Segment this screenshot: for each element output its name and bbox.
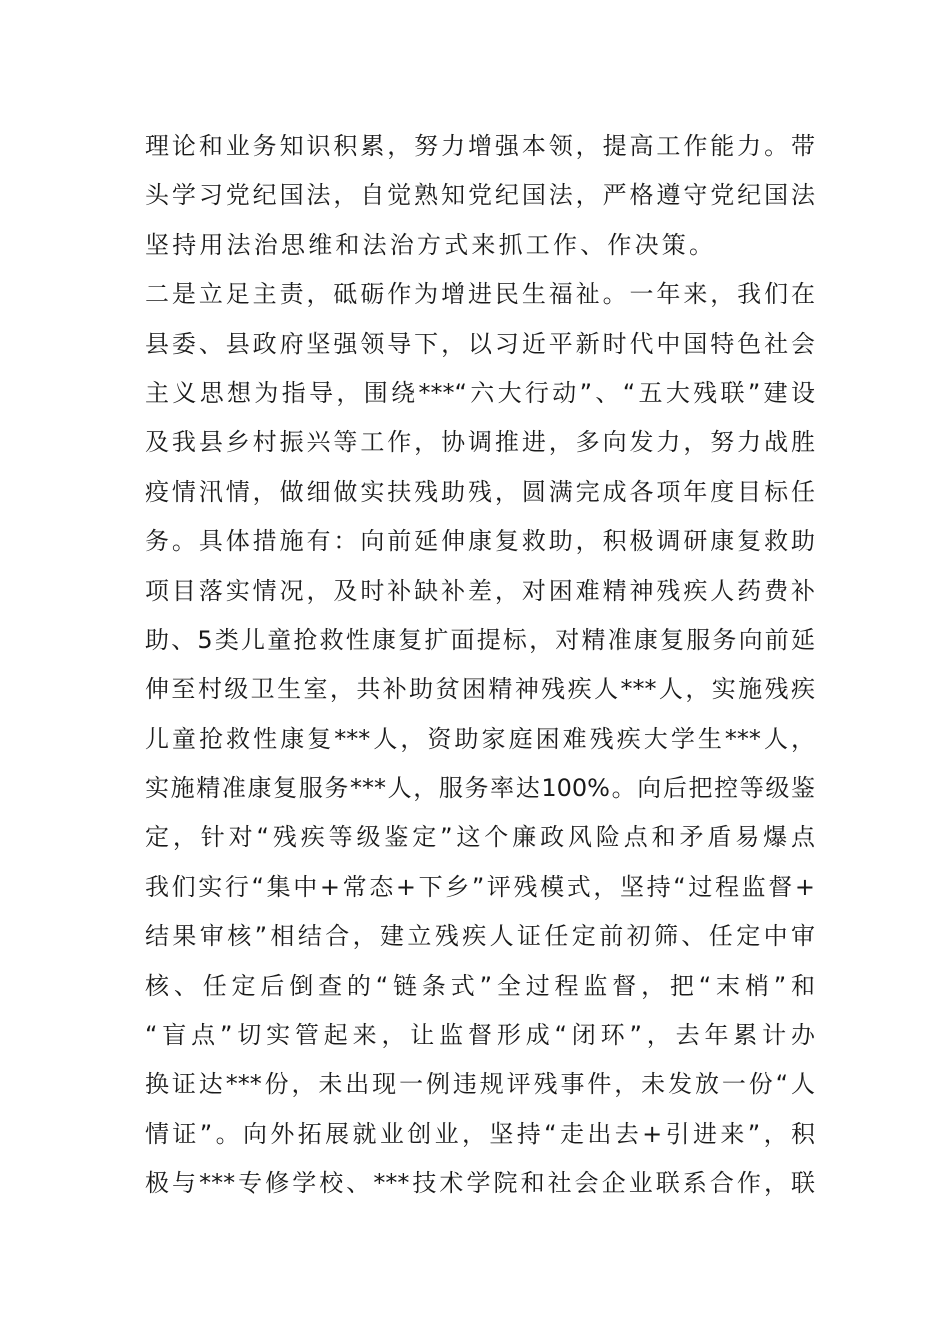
paragraph-line: 县委、县政府坚强领导下，以习近平新时代中国特色社会 <box>145 329 815 358</box>
paragraph-line: 定，针对“残疾等级鉴定”这个廉政风险点和矛盾易爆点 <box>145 823 815 852</box>
paragraph-line: 坚持用法治思维和法治方式来抓工作、作决策。 <box>145 230 717 259</box>
paragraph-line: 助、5类儿童抢救性康复扩面提标，对精准康复服务向前延 <box>145 625 815 654</box>
paragraph-line: 理论和业务知识积累，努力增强本领，提高工作能力。带 <box>145 132 815 160</box>
paragraph-line: 情证”。向外拓展就业创业，坚持“走出去+引进来”，积 <box>145 1119 815 1148</box>
paragraph-line: 二是立足主责，砥砺作为增进民生福祉。一年来，我们在 <box>145 280 815 309</box>
paragraph-line: 务。具体措施有：向前延伸康复救助，积极调研康复救助 <box>145 527 815 556</box>
paragraph-line: 疫情汛情，做细做实扶残助残，圆满完成各项年度目标任 <box>145 477 815 506</box>
paragraph-line: 核、任定后倒查的“链条式”全过程监督，把“末梢”和 <box>145 971 815 1000</box>
paragraph-line: 及我县乡村振兴等工作，协调推进，多向发力，努力战胜 <box>145 428 815 457</box>
paragraph-line: 项目落实情况，及时补缺补差，对困难精神残疾人药费补 <box>145 576 815 605</box>
paragraph-line: 极与***专修学校、***技术学院和社会企业联系合作，联 <box>145 1169 815 1198</box>
paragraph-line: 伸至村级卫生室，共补助贫困精神残疾人***人，实施残疾 <box>145 675 815 704</box>
paragraph-line: 主义思想为指导，围绕***“六大行动”、“五大残联”建设 <box>145 378 815 407</box>
paragraph-line: 结果审核”相结合，建立残疾人证任定前初筛、任定中审 <box>145 922 815 951</box>
paragraph-line: 实施精准康复服务***人，服务率达100%。向后把控等级鉴 <box>145 774 815 803</box>
paragraph-line: 头学习党纪国法，自觉熟知党纪国法，严格遵守党纪国法 <box>145 181 815 210</box>
paragraph-line: 儿童抢救性康复***人，资助家庭困难残疾大学生***人， <box>145 724 815 753</box>
paragraph-line: “盲点”切实管起来，让监督形成“闭环”，去年累计办 <box>145 1021 815 1050</box>
paragraph-1 <box>145 122 815 270</box>
paragraph-line: 我们实行“集中+常态+下乡”评残模式，坚持“过程监督+ <box>145 872 815 901</box>
paragraph-line: 换证达***份，未出现一例违规评残事件，未发放一份“人 <box>145 1070 815 1099</box>
document-body <box>145 122 815 1209</box>
paragraph-2 <box>145 270 815 1208</box>
